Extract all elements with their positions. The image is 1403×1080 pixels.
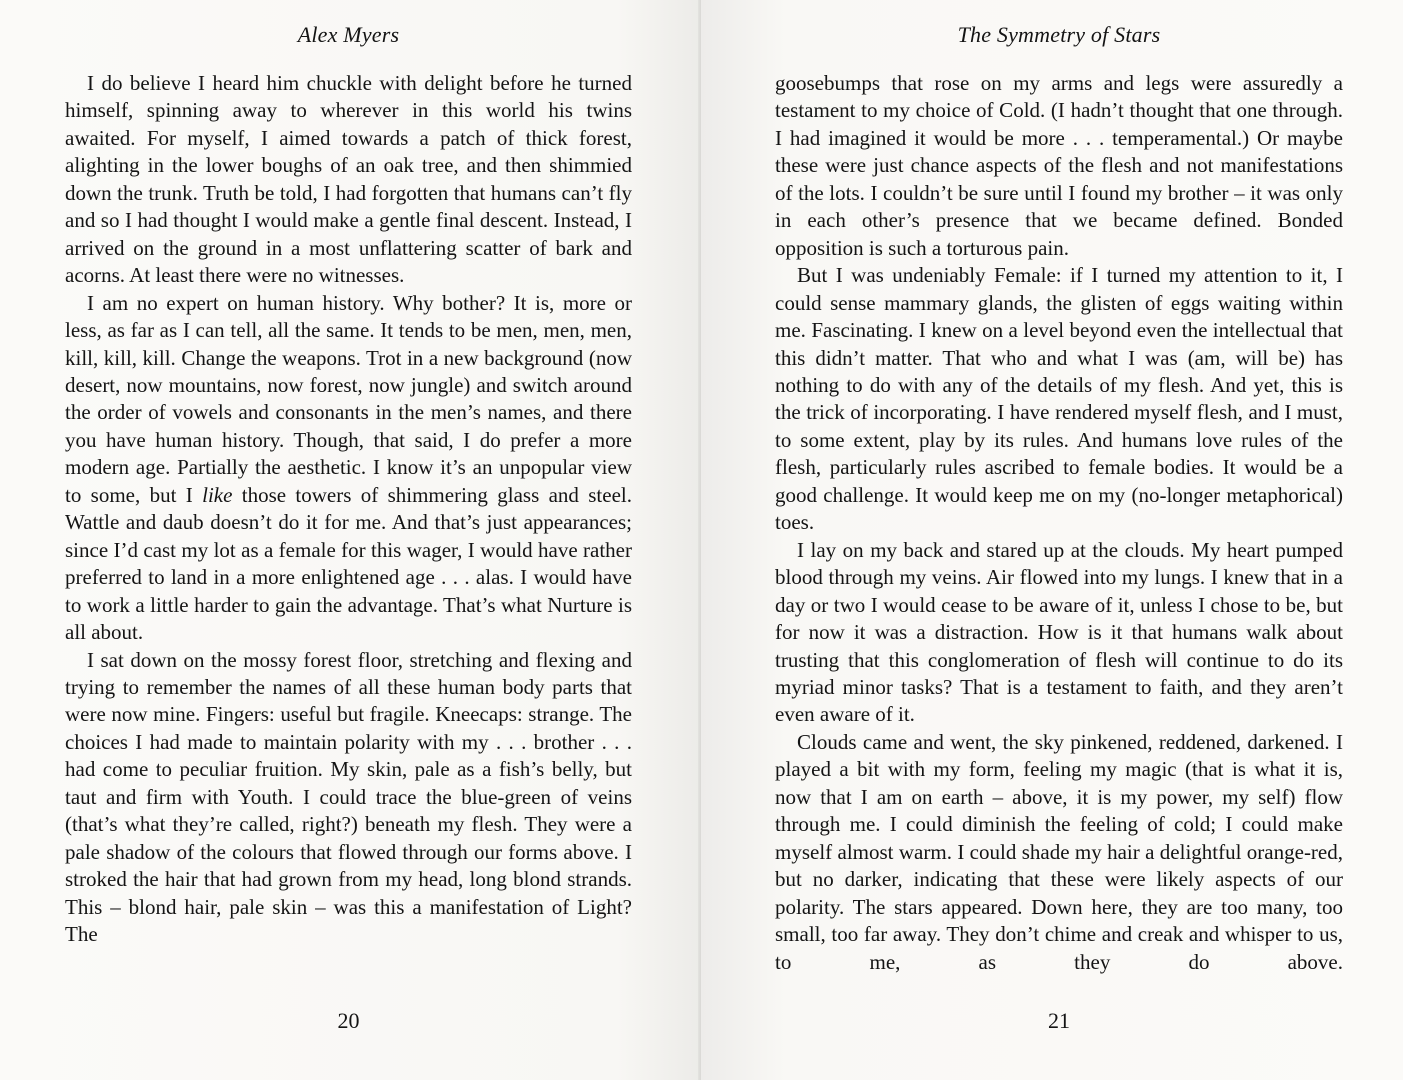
paragraph-text: I sat down on the mossy forest floor, stretching and flexing and trying to remember the names of all these human body parts that were now mine. Fingers: useful but fragile. Kneecaps: strange. The choices I had made to maintain polarity with my . . . brother . . . had come to peculiar fruition. My skin, pale as a fish’s belly, but taut and firm with Youth. I could trace the blue-green of veins (that’s what they’re called, right?) beneath my flesh. They were a pale shadow of the colours that flowed through our forms above. I stroked the hair that had grown from my head, long blond strands. This – blond hair, pale skin – was this a manifestation of Light? The [65, 647, 632, 947]
paragraph: But I was undeniably Female: if I turned my attention to it, I could sense mammary glands, the glisten of eggs waiting within me. Fascinating. I knew on a level beyond even the intellectual that this didn’t matter. That who and what I was (am, will be) has nothing to do with any of the details of my flesh. And yet, this is the trick of incorporating. I have rendered myself flesh, and I must, to some extent, play by its rules. And humans love rules of the flesh, particularly rules ascribed to female bodies. It would be a good challenge. It would keep me on my (no-longer metaphorical) toes. [775, 263, 1343, 535]
paragraph-text: I am no expert on human history. Why bother? It is, more or less, as far as I can tell, all the same. It tends to be men, men, men, kill, kill, kill. Change the weapons. Trot in a new background (now desert, now mountains, now forest, now jungle) and switch around the order of vowels and consonants in the men’s names, and there you have human history. Though, that said, I do prefer a more modern age. Partially the aesthetic. I know it’s an unpopular view to some, but I [65, 290, 632, 507]
paragraph [65, 70, 632, 290]
left-page-body [65, 70, 632, 949]
paragraph-text: those towers of shimmering glass and steel. Wattle and daub doesn’t do it for me. And that’s just appearances; since I’d cast my lot as a female for this wager, I would have rather preferred to land in a more enlightened age . . . alas. I would have to work a little harder to gain the advantage. That’s what Nurture is all about. [65, 482, 632, 645]
right-page [701, 0, 1403, 1080]
left-page [0, 0, 701, 1080]
paragraph-text: I do believe I heard him chuckle with delight before he turned himself, spinning away to wherever in this world his twins awaited. For myself, I aimed towards a patch of thick forest, alighting in the lower boughs of an oak tree, and then shimmied down the trunk. Truth be told, I had forgotten that humans can’t fly and so I had thought I would make a gentle final descent. Instead, I arrived on the ground in a most unflattering scatter of bark and acorns. At least there were no witnesses. [65, 71, 632, 288]
paragraph [65, 647, 632, 949]
paragraph: I lay on my back and stared up at the clouds. My heart pumped blood through my veins. Air flowed into my lungs. I knew that in a day or two I would cease to be aware of it, unless I chose to be, but for now it was a distraction. How is it that humans walk about trusting that this conglomeration of flesh will continue to do its myriad minor tasks? That is a testament to faith, and they aren’t even aware of it. [775, 537, 1343, 727]
running-head-author: Alex Myers [297, 22, 400, 47]
paragraph: goosebumps that rose on my arms and legs were assuredly a testament to my choice of Cold. (I hadn’t thought that one through. I had imagined it would be more . . . temperamental.) Or maybe these were just chance aspects of the flesh and not manifestations of the lots. I couldn’t be sure until I found my brother – it was only in each other’s presence that we became defined. Bonded opposition is such a torturous pain. [775, 71, 1343, 260]
page-number: 21 [1048, 1008, 1070, 1033]
running-head-title: The Symmetry of Stars [957, 22, 1161, 47]
paragraph [65, 290, 632, 647]
paragraph: Clouds came and went, the sky pinkened, reddened, darkened. I played a bit with my form, feeling my magic (that is what it is, now that I am on earth – above, it is my power, my self) flow through me. I could diminish the feeling of cold; I could make myself almost warm. I could shade my hair a delightful orange-red, but no darker, indicating that these were likely aspects of our polarity. The stars appeared. Down here, they are too many, too small, too far away. They don’t chime and creak and whisper to us, to me, as they do above. [775, 729, 1343, 974]
right-page-body [775, 70, 1343, 976]
page-number: 20 [337, 1008, 360, 1033]
emphasized-word: like [202, 482, 233, 507]
